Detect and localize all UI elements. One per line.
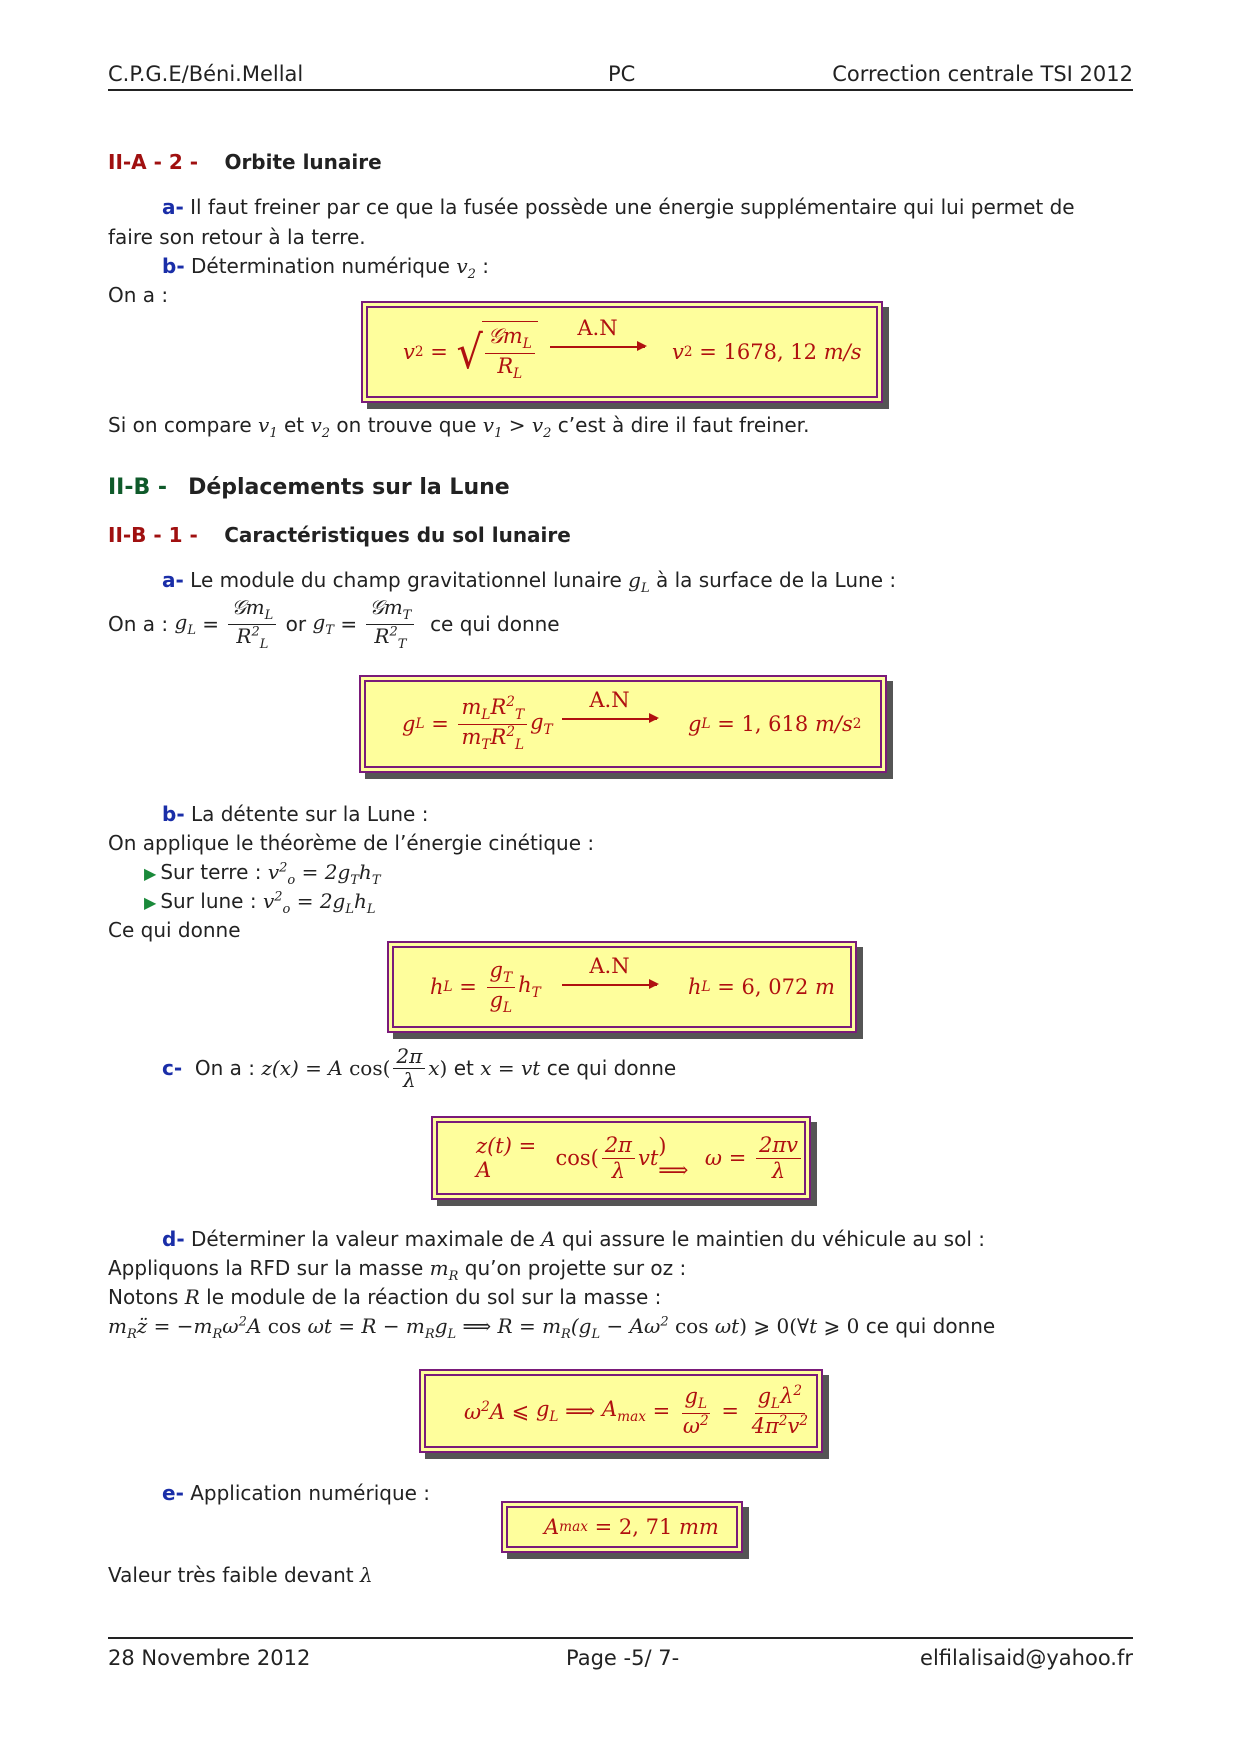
result-box-v2 xyxy=(366,306,878,398)
list-item-terre: ▶ Sur terre : $v^2_o = 2g_Th_T$ xyxy=(144,860,381,888)
bullet-triangle-icon: ▶ xyxy=(144,864,157,883)
paragraph-3b: b- La détente sur la Lune : xyxy=(162,802,429,826)
paragraph-3a: a- Le module du champ gravitationnel lunaire $g_L$ à la surface de la Lune : xyxy=(162,568,897,596)
result-box-gL xyxy=(364,680,882,768)
footer-rule xyxy=(108,1637,1133,1639)
section-heading-orbite xyxy=(108,150,382,174)
ce-qui-donne: Ce qui donne xyxy=(108,918,241,942)
value-hL: h L = 6, 072 m xyxy=(688,975,835,999)
list-item-lune: ▶ Sur lune : $v^2_o = 2g_Lh_L$ xyxy=(144,889,376,917)
value-gL: g L = 1, 618 m/s 2 xyxy=(688,712,862,736)
section-title: Déplacements sur la Lune xyxy=(188,475,510,500)
footer-right: elfilalisaid@yahoo.fr xyxy=(920,1646,1133,1670)
math-v2: $v_2$ xyxy=(456,254,476,282)
section-title: Orbite lunaire xyxy=(224,150,382,174)
result-box-amax-formula xyxy=(424,1374,818,1448)
header-left: C.P.G.E/Béni.Mellal xyxy=(108,62,304,86)
item-mark: a- xyxy=(162,195,184,219)
result-box-amax-value xyxy=(506,1506,738,1548)
paragraph-a xyxy=(162,195,1134,219)
header-center: PC xyxy=(608,62,636,86)
section-number: II-A - 2 - xyxy=(108,150,199,174)
formula-omega: z(t) = A cos( $\frac{2\pi}{\lambda}$ vt ) ⟹ ω = $\frac{2\pi v}{\lambda}$ xyxy=(476,1123,804,1193)
header-right: Correction centrale TSI 2012 xyxy=(832,62,1133,86)
ona-gL-formula: On a : $g_L$ = $\frac{𝒢m_L}{R^2_L}$ or $g_T$ = $\frac{𝒢m_T}{R^2_T}$ ce qui donne xyxy=(108,594,560,652)
section-heading-sol xyxy=(108,523,571,547)
item-mark: b- xyxy=(162,254,185,278)
notons-line: Notons R le module de la réaction du sol sur la masse : xyxy=(108,1285,662,1309)
paragraph-3d: d- Déterminer la valeur maximale de A qui assure le maintien du véhicule au sol : xyxy=(162,1227,985,1251)
rfd-line: Appliquons la RFD sur la masse $m_R$ qu’on projette sur oz : xyxy=(108,1256,687,1284)
header-rule xyxy=(108,89,1133,91)
paragraph-3c: c- On a : z(x) = A cos( $\frac{2\pi}{\lambda}$ x ) et x = vt ce qui donne xyxy=(162,1043,677,1092)
footer-center: Page -5/ 7- xyxy=(566,1646,680,1670)
section-number: II-B - xyxy=(108,475,168,500)
section-heading-deplacements xyxy=(108,475,510,500)
formula-hL: h L = $\frac{g_T}{g_L}$ $h_T$ xyxy=(430,957,541,1016)
equation-rfd: $m_Rz̈ = -m_R\omega^2A$ $\cos \omega t = R - m_Rg_L$ ⟹ $R = m_R(g_L - A\omega^2$ cos ωt) ⩾ 0(∀t ⩾ 0 ce qui donne xyxy=(108,1314,996,1342)
paragraph-text: Il faut freiner par ce que la fusée possède une énergie supplémentaire qui lui permet de xyxy=(190,195,1075,219)
formula-amax: $\omega^2A$ ⩽ $g_L$ ⟹ $A_{max}$ = $\frac{g_L}{\omega^2}$ = $\frac{g_L\lambda^2}{4\pi^2v^2}$ xyxy=(464,1382,809,1438)
theorem-line: On applique le théorème de l’énergie cinétique : xyxy=(108,831,595,855)
value-v2: v 2 = 1678, 12 m/s xyxy=(672,340,862,364)
bullet-triangle-icon: ▶ xyxy=(144,893,157,912)
last-line: Valeur très faible devant λ xyxy=(108,1563,373,1587)
value-amax: A max = 2, 71 mm xyxy=(544,1515,719,1539)
on-a-1: On a : xyxy=(108,283,169,307)
section-title: Caractéristiques du sol lunaire xyxy=(224,523,571,547)
formula-v2: v 2 = √ $\frac{𝒢m_L}{R_L}$ xyxy=(403,308,538,396)
footer-left: 28 Novembre 2012 xyxy=(108,1646,311,1670)
compare-line: Si on compare $v_1$ et $v_2$ on trouve que $v_1 > v_2$ c’est à dire il faut freiner. xyxy=(108,413,810,441)
section-number: II-B - 1 - xyxy=(108,523,198,547)
arrow-an: A.N xyxy=(562,954,657,986)
result-box-hL xyxy=(392,946,852,1028)
formula-gL: g L = $\frac{m_LR^2_T}{m_TR^2_L}$ $g_T$ xyxy=(402,693,553,753)
arrow-an: A.N xyxy=(550,316,645,348)
arrow-an: A.N xyxy=(562,688,657,720)
paragraph-text: Détermination numérique xyxy=(190,254,450,278)
paragraph-3e: e- Application numérique : xyxy=(162,1481,431,1505)
paragraph-a-line2: faire son retour à la terre. xyxy=(108,225,366,249)
result-box-omega xyxy=(436,1121,806,1195)
paragraph-b: b- Détermination numérique $v_2$ : xyxy=(162,254,490,282)
